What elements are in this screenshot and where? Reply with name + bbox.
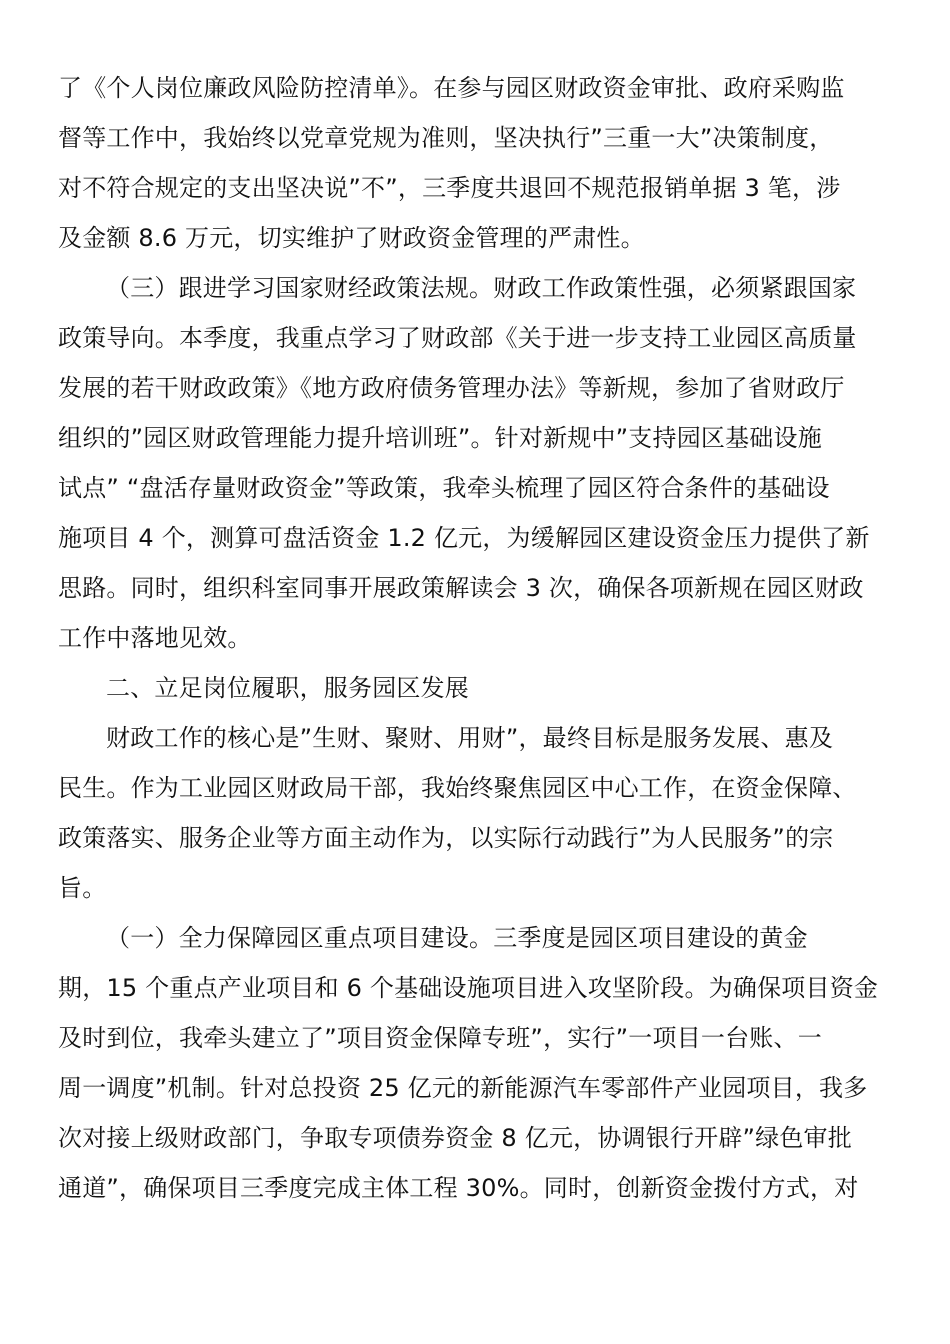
text-line: 期，15 个重点产业项目和 6 个基础设施项目进入攻坚阶段。为确保项目资金 bbox=[58, 974, 879, 1002]
section-heading-line: （三）跟进学习国家财经政策法规。财政工作政策性强，必须紧跟国家 bbox=[106, 274, 857, 302]
text-line: 及金额 8.6 万元，切实维护了财政资金管理的严肃性。 bbox=[58, 224, 645, 252]
text-line: 试点” “盘活存量财政资金”等政策，我牵头梳理了园区符合条件的基础设 bbox=[58, 474, 830, 502]
text-line: 及时到位，我牵头建立了”项目资金保障专班”，实行”一项目一台账、一 bbox=[58, 1024, 822, 1052]
section-heading: 二、立足岗位履职，服务园区发展 bbox=[106, 674, 469, 702]
text-line: 次对接上级财政部门，争取专项债券资金 8 亿元，协调银行开辟”绿色审批 bbox=[58, 1124, 852, 1152]
text-line: 思路。同时，组织科室同事开展政策解读会 3 次，确保各项新规在园区财政 bbox=[58, 574, 864, 602]
text-line: 财政工作的核心是”生财、聚财、用财”，最终目标是服务发展、惠及 bbox=[106, 724, 834, 752]
text-line: 组织的”园区财政管理能力提升培训班”。针对新规中”支持园区基础设施 bbox=[58, 424, 822, 452]
text-line: 工作中落地见效。 bbox=[58, 624, 252, 652]
text-line: 通道”，确保项目三季度完成主体工程 30%。同时，创新资金拨付方式，对 bbox=[58, 1174, 859, 1202]
text-line: 了《个人岗位廉政风险防控清单》。在参与园区财政资金审批、政府采购监 bbox=[58, 74, 845, 102]
section-heading-line: （一）全力保障园区重点项目建设。三季度是园区项目建设的黄金 bbox=[106, 924, 808, 952]
text-line: 对不符合规定的支出坚决说”不”，三季度共退回不规范报销单据 3 笔，涉 bbox=[58, 174, 841, 202]
text-line: 周一调度”机制。针对总投资 25 亿元的新能源汽车零部件产业园项目，我多 bbox=[58, 1074, 868, 1102]
text-line: 政策导向。本季度，我重点学习了财政部《关于进一步支持工业园区高质量 bbox=[58, 324, 857, 352]
text-line: 民生。作为工业园区财政局干部，我始终聚焦园区中心工作，在资金保障、 bbox=[58, 774, 857, 802]
text-line: 旨。 bbox=[58, 874, 107, 902]
text-line: 施项目 4 个，测算可盘活资金 1.2 亿元，为缓解园区建设资金压力提供了新 bbox=[58, 524, 870, 552]
text-line: 政策落实、服务企业等方面主动作为，以实际行动践行”为人民服务”的宗 bbox=[58, 824, 834, 852]
text-line: 发展的若干财政政策》《地方政府债务管理办法》等新规，参加了省财政厅 bbox=[58, 374, 845, 402]
text-line: 督等工作中，我始终以党章党规为准则，坚决执行”三重一大”决策制度， bbox=[58, 124, 834, 152]
